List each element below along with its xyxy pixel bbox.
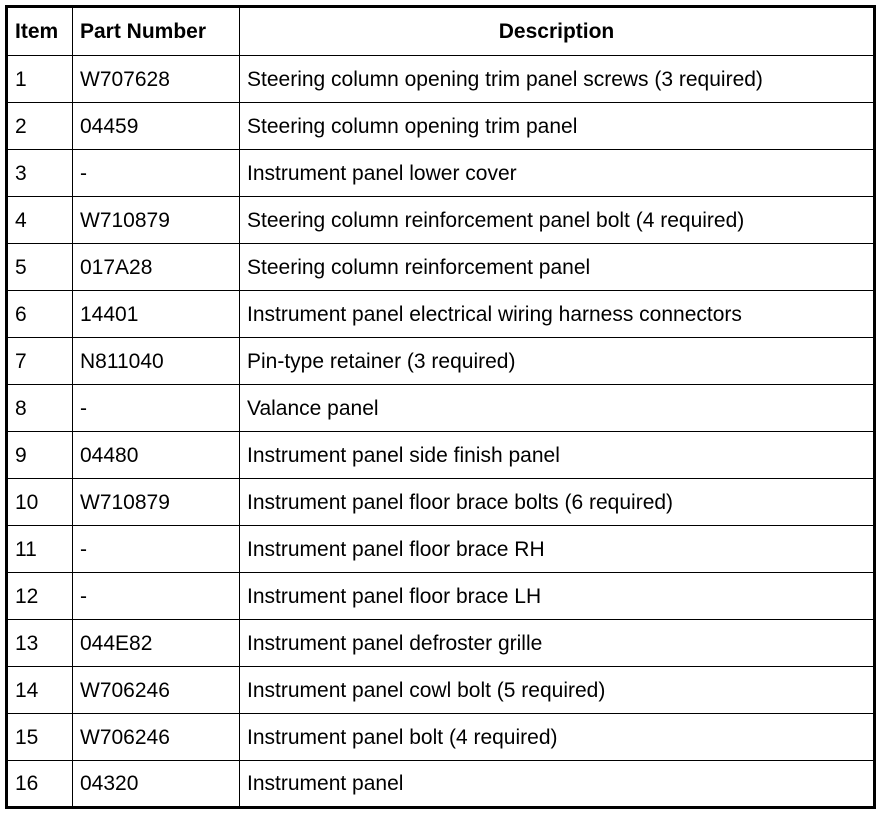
table-row — [7, 526, 875, 573]
cell-description: Steering column opening trim panel — [240, 103, 875, 150]
cell-item: 2 — [7, 103, 73, 150]
table-row — [7, 385, 875, 432]
cell-item: 12 — [7, 573, 73, 620]
cell-part-number: - — [73, 526, 240, 573]
cell-part-number: N811040 — [73, 338, 240, 385]
cell-item: 6 — [7, 291, 73, 338]
cell-part-number: 14401 — [73, 291, 240, 338]
cell-description: Instrument panel floor brace bolts (6 required) — [240, 479, 875, 526]
table-row — [7, 667, 875, 714]
cell-part-number: W710879 — [73, 479, 240, 526]
cell-item: 3 — [7, 150, 73, 197]
cell-description: Steering column reinforcement panel bolt (4 required) — [240, 197, 875, 244]
cell-description: Instrument panel floor brace RH — [240, 526, 875, 573]
cell-item: 8 — [7, 385, 73, 432]
cell-part-number: W706246 — [73, 714, 240, 761]
cell-item: 16 — [7, 761, 73, 808]
cell-description: Instrument panel cowl bolt (5 required) — [240, 667, 875, 714]
table-row — [7, 338, 875, 385]
table-row — [7, 714, 875, 761]
table-row — [7, 291, 875, 338]
cell-description: Instrument panel — [240, 761, 875, 808]
cell-description: Instrument panel bolt (4 required) — [240, 714, 875, 761]
cell-item: 13 — [7, 620, 73, 667]
cell-part-number: - — [73, 385, 240, 432]
table-row — [7, 432, 875, 479]
cell-description: Instrument panel electrical wiring harness connectors — [240, 291, 875, 338]
cell-description: Steering column opening trim panel screws (3 required) — [240, 56, 875, 103]
cell-description: Instrument panel floor brace LH — [240, 573, 875, 620]
table-row — [7, 103, 875, 150]
cell-part-number: W710879 — [73, 197, 240, 244]
cell-description: Pin-type retainer (3 required) — [240, 338, 875, 385]
cell-item: 9 — [7, 432, 73, 479]
cell-item: 1 — [7, 56, 73, 103]
cell-item: 7 — [7, 338, 73, 385]
cell-description: Steering column reinforcement panel — [240, 244, 875, 291]
cell-item: 5 — [7, 244, 73, 291]
cell-part-number: - — [73, 150, 240, 197]
cell-part-number: W706246 — [73, 667, 240, 714]
cell-part-number: 04459 — [73, 103, 240, 150]
header-description: Description — [240, 7, 875, 56]
cell-part-number: 04480 — [73, 432, 240, 479]
cell-part-number: 044E82 — [73, 620, 240, 667]
table-row — [7, 479, 875, 526]
table-row — [7, 56, 875, 103]
cell-part-number: - — [73, 573, 240, 620]
parts-table — [5, 5, 876, 809]
cell-item: 10 — [7, 479, 73, 526]
table-row — [7, 197, 875, 244]
cell-item: 4 — [7, 197, 73, 244]
cell-item: 14 — [7, 667, 73, 714]
cell-description: Instrument panel lower cover — [240, 150, 875, 197]
cell-part-number: 017A28 — [73, 244, 240, 291]
header-row — [7, 7, 875, 56]
cell-part-number: W707628 — [73, 56, 240, 103]
table-body — [7, 56, 875, 808]
cell-description: Valance panel — [240, 385, 875, 432]
header-part-number: Part Number — [73, 7, 240, 56]
table-row — [7, 620, 875, 667]
cell-part-number: 04320 — [73, 761, 240, 808]
table-row — [7, 573, 875, 620]
table-row — [7, 244, 875, 291]
cell-description: Instrument panel defroster grille — [240, 620, 875, 667]
cell-description: Instrument panel side finish panel — [240, 432, 875, 479]
header-item: Item — [7, 7, 73, 56]
cell-item: 11 — [7, 526, 73, 573]
cell-item: 15 — [7, 714, 73, 761]
table-row — [7, 150, 875, 197]
table-header — [7, 7, 875, 56]
table-row — [7, 761, 875, 808]
